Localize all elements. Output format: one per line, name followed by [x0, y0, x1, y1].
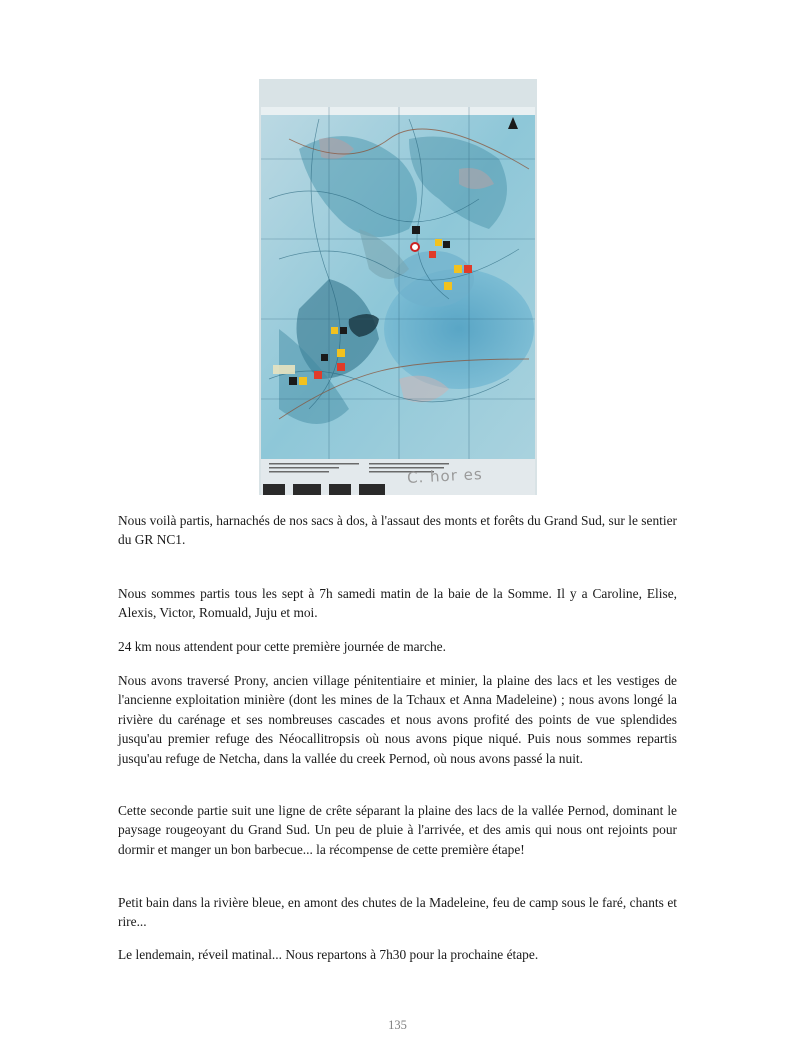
paragraph-ridge: Cette seconde partie suit une ligne de crête séparant la plaine des lacs de la vallée Pernod, dominant le paysage rougeoyant du Grand Sud. Un peu de pluie à l'arrivée, et des amis qui nous ont rejoints pour dormir et manger un bon barbecue... la récompense de cette première étape!: [118, 803, 677, 857]
hiking-map-photo: [259, 79, 537, 495]
page-number: 135: [388, 1018, 407, 1032]
paragraph-intro: Nous voilà partis, harnachés de nos sacs à dos, à l'assaut des monts et forêts du Grand Sud, sur le sentier du GR NC1.: [118, 513, 677, 548]
paragraph-route: Nous avons traversé Prony, ancien village pénitentiaire et minier, la plaine des lacs et les vestiges de l'ancienne exploitation minière (dont les mines de la Tchaux et Anna Madeleine) ; nous avons longé la rivière du carénage et ses nombreuses cascades et nous avons profité des points de vue splendides jusqu'au premier refuge des Néocallitropsis où nous avons pique niqué. Puis nous sommes repartis jusqu'au refuge de Netcha, dans la vallée du creek Pernod, où nous avons passé la nuit.: [118, 673, 677, 766]
handwritten-map-label: C. hor es: [406, 465, 484, 487]
paragraph-distance: 24 km nous attendent pour cette première journée de marche.: [118, 639, 446, 654]
paragraph-evening: Petit bain dans la rivière bleue, en amont des chutes de la Madeleine, feu de camp sous le faré, chants et rire...: [118, 895, 677, 930]
paragraph-next-day: Le lendemain, réveil matinal... Nous repartons à 7h30 pour la prochaine étape.: [118, 947, 539, 962]
paragraph-departure: Nous sommes partis tous les sept à 7h samedi matin de la baie de la Somme. Il y a Caroline, Elise, Alexis, Victor, Romuald, Juju et moi.: [118, 586, 677, 621]
